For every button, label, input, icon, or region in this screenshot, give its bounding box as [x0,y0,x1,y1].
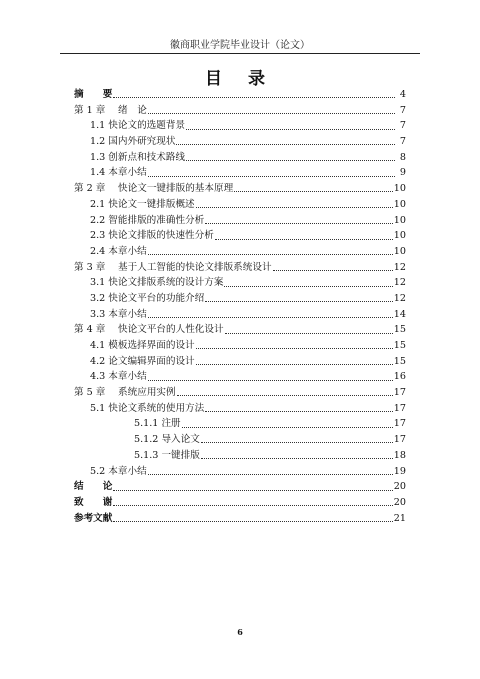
toc-entry[interactable] [74,291,406,307]
toc-entry-page: 10 [393,198,406,210]
toc-entry-page: 14 [393,308,406,320]
toc-leader-dots [113,521,392,522]
toc-entry-page: 12 [393,292,406,304]
toc-entry-page: 17 [393,402,406,414]
toc-entry-page: 17 [393,387,406,399]
toc-entry-page: 21 [393,512,406,524]
toc-entry[interactable] [74,103,406,119]
toc-entry[interactable] [74,495,406,511]
toc-entry-page: 12 [393,261,406,273]
toc-leader-dots [182,427,393,428]
toc-leader-dots [148,317,393,318]
toc-entry-title: 2.4 本章小结 [90,245,147,257]
toc-entry-page: 7 [399,120,406,132]
toc-entry-title: 1.1 快论文的选题背景 [90,120,186,132]
toc-entry[interactable] [74,322,406,338]
toc-leader-dots [234,191,393,192]
toc-leader-dots [148,176,395,177]
toc-entry[interactable] [74,181,406,197]
toc-leader-dots [205,223,393,224]
toc-entry-page: 4 [399,89,406,100]
toc-leader-dots [148,254,393,255]
toc-entry[interactable] [74,244,406,260]
toc-entry-page: 17 [393,418,406,430]
toc-leader-dots [201,458,393,459]
toc-entry[interactable] [74,511,406,527]
toc-entry-title: 1.3 创新点和技术路线 [90,151,186,163]
toc-entry[interactable] [74,134,406,150]
toc-leader-dots [215,239,393,240]
toc-entry-title: 3.3 本章小结 [90,308,147,320]
toc-entry[interactable] [74,197,406,213]
toc-entry-title: 4.1 模板选择界面的设计 [90,340,195,351]
toc-entry-title: 5.1.2 导入论文 [134,434,200,446]
toc-entry-title: 3.1 快论文排版系统的设计方案 [90,277,224,289]
toc-entry-title: 第 3 章 基于人工智能的快论文排版系统设计 [74,261,272,273]
toc-entry[interactable] [74,275,406,291]
toc-entry-title: 第 4 章 快论文平台的人性化设计 [74,324,224,336]
toc-entry[interactable] [74,338,406,354]
toc-entry-page: 10 [393,245,406,257]
toc-entry[interactable] [74,432,406,448]
toc-entry-title: 2.3 快论文排版的快速性分析 [90,230,214,242]
toc-entry[interactable] [74,228,406,244]
toc-entry-title: 第 2 章 快论文一键排版的基本原理 [74,183,234,195]
toc-entry-page: 20 [393,496,406,508]
toc-entry-title: 摘 要 [74,89,113,100]
toc-entry-page: 20 [393,481,406,493]
toc-entry-title: 结 论 [74,481,113,493]
toc-entry[interactable] [74,165,406,181]
toc-leader-dots [196,207,393,208]
toc-leader-dots [224,286,392,287]
toc-entry-title: 5.1 快论文系统的使用方法 [90,402,205,414]
toc-leader-dots [201,442,393,443]
toc-entry-page: 10 [393,183,406,195]
toc-entry-title: 5.2 本章小结 [90,465,147,477]
toc-entry-page: 15 [393,324,406,336]
toc-leader-dots [148,474,393,475]
toc-entry-title: 2.1 快论文一键排版概述 [90,198,195,210]
toc-entry-page: 17 [393,434,406,446]
toc-entry-page: 19 [393,465,406,477]
toc-entry-title: 第 5 章 系统应用实例 [74,387,176,399]
toc-leader-dots [186,160,395,161]
toc-entry-page: 9 [399,167,406,179]
toc-entry-title: 参考文献 [74,512,113,524]
toc-leader-dots [205,301,393,302]
toc-title: 目 录 [205,69,275,89]
toc-entry[interactable] [74,260,406,276]
toc-entry-title: 5.1.3 一键排版 [134,449,200,461]
toc-entry-title: 1.2 国内外研究现状 [90,136,176,148]
toc-leader-dots [177,395,393,396]
toc-entry-page: 7 [399,136,406,148]
toc-entry-title: 2.2 智能排版的准确性分析 [90,214,205,226]
toc-entry[interactable] [74,150,406,166]
toc-leader-dots [273,270,393,271]
toc-leader-dots [148,380,393,381]
header-rule [60,53,420,54]
toc-leader-dots [113,97,395,98]
toc-entry[interactable] [74,385,406,401]
toc-entry-title: 5.1.1 注册 [134,418,181,430]
page-number: 6 [237,627,243,637]
toc-leader-dots [225,333,393,334]
toc-entry-title: 3.2 快论文平台的功能介绍 [90,292,205,304]
toc-entry-page: 8 [399,151,406,163]
toc-entry-page: 15 [393,340,406,351]
toc-entry[interactable] [74,307,406,323]
toc-entry[interactable] [74,369,406,385]
table-of-contents [74,87,406,526]
toc-entry-page: 18 [393,449,406,461]
toc-leader-dots [148,113,395,114]
toc-entry-page: 10 [393,214,406,226]
toc-entry[interactable] [74,464,406,480]
toc-entry-page: 12 [393,277,406,289]
toc-entry[interactable] [74,213,406,229]
toc-leader-dots [113,490,392,491]
toc-leader-dots [205,411,393,412]
toc-entry[interactable] [74,354,406,370]
toc-leader-dots [176,144,395,145]
toc-entry-title: 1.4 本章小结 [90,167,147,179]
toc-entry-page: 7 [399,104,406,116]
toc-entry[interactable] [74,401,406,417]
toc-entry[interactable] [74,118,406,134]
toc-entry[interactable] [74,87,406,103]
toc-entry-title: 4.3 本章小结 [90,371,147,383]
toc-entry-page: 15 [393,355,406,367]
toc-entry-title: 4.2 论文编辑界面的设计 [90,355,195,367]
toc-leader-dots [186,129,395,130]
toc-leader-dots [196,364,393,365]
toc-entry-title: 致 谢 [74,496,113,508]
toc-leader-dots [196,348,393,349]
toc-entry[interactable] [74,479,406,495]
toc-entry-title: 第 1 章 绪 论 [74,104,147,116]
toc-leader-dots [113,505,392,506]
toc-entry-page: 16 [393,371,406,383]
running-header: 徽商职业学院毕业设计（论文） [170,40,310,51]
toc-entry[interactable] [74,448,406,464]
toc-entry-page: 10 [393,230,406,242]
toc-entry[interactable] [74,416,406,432]
